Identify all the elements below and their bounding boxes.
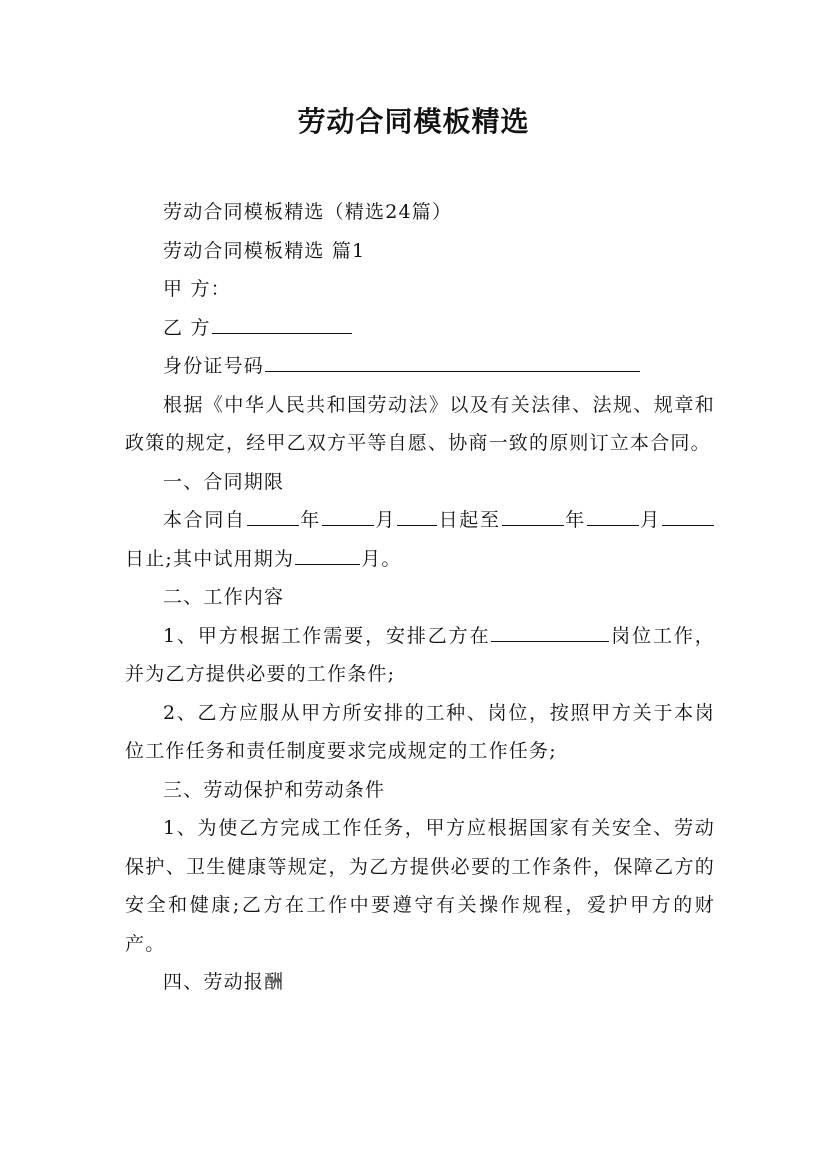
party-b-label: 乙 方 (163, 316, 211, 339)
section-2-item-2: 2、乙方应服从甲方所安排的工种、岗位，按照甲方关于本岗位工作任务和责任制度要求完成规定的工作任务; (125, 701, 715, 762)
term-blank (397, 506, 437, 526)
term-text: 月 (639, 509, 661, 531)
section-2-heading: 二、工作内容 (163, 586, 285, 608)
party-a-label: 甲 方： (163, 278, 231, 300)
term-blank (587, 506, 639, 526)
position-blank (491, 622, 609, 642)
section-3-item-1: 1、为使乙方完成工作任务，甲方应根据国家有关安全、劳动保护、卫生健康等规定，为乙方提供必要的工作条件，保障乙方的安全和健康;乙方在工作中要遵守有关操作规程，爱护甲方的财产。 (125, 817, 715, 955)
party-b-line (125, 309, 715, 348)
term-text: 日止;其中试用期为 (125, 547, 295, 570)
id-number-label: 身份证号码 (163, 355, 265, 377)
section-4-heading: 四、劳动报酬 (163, 971, 285, 993)
term-blank (502, 506, 564, 526)
document-body (125, 193, 715, 1002)
term-blank (295, 545, 360, 565)
term-paragraph (125, 501, 715, 578)
term-blank (662, 506, 714, 526)
document-title: 劳动合同模板精选 (297, 105, 530, 138)
item-text: 1、甲方根据工作需要，安排乙方在 (163, 624, 491, 647)
term-text: 本合同自 (163, 509, 246, 531)
part-heading: 劳动合同模板精选 篇1 (163, 239, 366, 262)
term-text: 日起至 (438, 509, 501, 531)
item-text: 岗位工作，并为乙方提供必要的工作条件; (125, 624, 715, 685)
term-text: 月 (374, 509, 397, 531)
subtitle: 劳动合同模板精选（精选24篇） (163, 201, 453, 223)
party-a-line (125, 270, 715, 309)
party-b-blank (212, 314, 352, 334)
section-3-heading: 三、劳动保护和劳动条件 (163, 778, 386, 801)
section-2-item-1 (125, 617, 715, 694)
id-number-blank (265, 352, 640, 372)
term-text: 年 (299, 509, 321, 531)
term-text: 月。 (361, 547, 402, 570)
term-text: 年 (564, 509, 586, 531)
id-number-line (125, 347, 715, 386)
term-blank (247, 506, 299, 526)
section-1-heading: 一、合同期限 (163, 470, 285, 493)
term-blank (322, 506, 374, 526)
intro-paragraph: 根据《中华人民共和国劳动法》以及有关法律、法规、规章和政策的规定，经甲乙双方平等自愿、协商一致的原则订立本合同。 (125, 393, 715, 454)
